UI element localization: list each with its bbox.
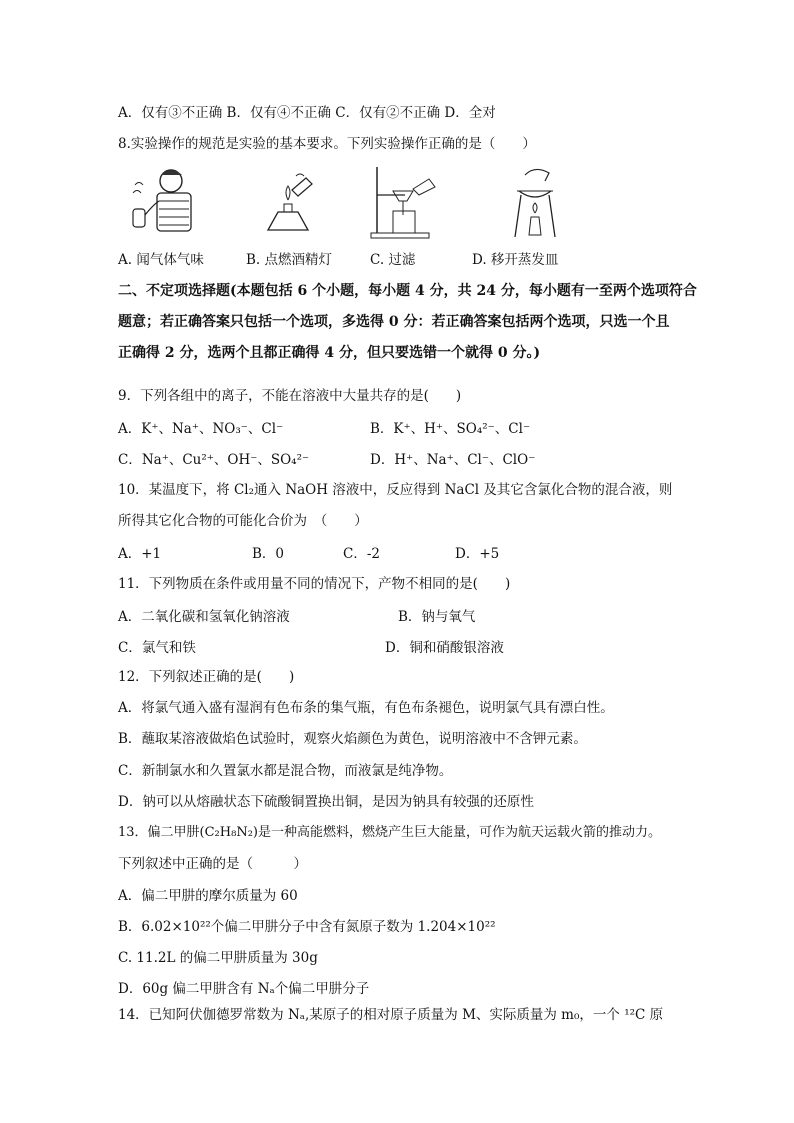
q12-option-d: D．钠可以从熔融状态下硫酸铜置换出铜，是因为钠具有较强的还原性 <box>118 794 534 810</box>
q13-option-a: A．偏二甲肼的摩尔质量为 60 <box>118 888 298 904</box>
q8-option-d: D. 移开蒸发皿 <box>472 252 559 268</box>
q13-option-d: D．60g 偏二甲肼含有 Nₐ个偏二甲肼分子 <box>118 981 370 997</box>
q9-stem: 9．下列各组中的离子，不能在溶液中大量共存的是( ) <box>118 388 462 404</box>
q8-option-c: C. 过滤 <box>370 252 416 268</box>
q9-option-b: B．K⁺、H⁺、SO₄²⁻、Cl⁻ <box>370 421 531 437</box>
q12-stem: 12．下列叙述正确的是( ) <box>118 669 295 685</box>
q14-stem: 14．已知阿伏伽德罗常数为 Nₐ,某原子的相对原子质量为 M、实际质量为 m₀，一个 ¹²C 原 <box>118 1007 664 1023</box>
q8-stem: 8.实验操作的规范是实验的基本要求。下列实验操作正确的是（ ） <box>118 136 536 152</box>
q12-option-b: B．蘸取某溶液做焰色试验时，观察火焰颜色为黄色，说明溶液中不含钾元素。 <box>118 731 587 747</box>
q8-option-b: B. 点燃酒精灯 <box>246 252 333 268</box>
q11-option-c: C．氯气和铁 <box>118 640 196 656</box>
q11-stem: 11．下列物质在条件或用量不同的情况下，产物不相同的是( ) <box>118 576 511 592</box>
q11-option-b: B．钠与氧气 <box>398 609 476 625</box>
smell-gas-figure <box>125 165 205 240</box>
q9-option-d: D．H⁺、Na⁺、Cl⁻、ClO⁻ <box>370 452 536 468</box>
q8-option-a: A. 闻气体气味 <box>118 252 204 268</box>
q10-stem-line1: 10．某温度下，将 Cl₂通入 NaOH 溶液中，反应得到 NaCl 及其它含氯化合物的混合液，则 <box>118 482 673 498</box>
q12-option-c: C．新制氯水和久置氯水都是混合物，而液氯是纯净物。 <box>118 763 453 779</box>
q10-option-d: D．+5 <box>455 546 500 562</box>
q13-stem-line1: 13．偏二甲肼(C₂H₈N₂)是一种高能燃料，燃烧产生巨大能量，可作为航天运载火箭的推动力。 <box>118 825 661 840</box>
section2-line1: 二、不定项选择题(本题包括 6 个小题，每小题 4 分，共 24 分，每小题有一至两个选项符合 <box>118 283 697 299</box>
q10-stem-line2: 所得其它化合物的可能化合价为 （ ） <box>118 513 368 529</box>
filtration-figure <box>365 165 440 240</box>
q9-option-a: A．K⁺、Na⁺、NO₃⁻、Cl⁻ <box>118 421 284 437</box>
q7-options: A．仅有③不正确 B．仅有④不正确 C．仅有②不正确 D．全对 <box>118 105 496 121</box>
q13-option-b: B．6.02×10²²个偏二甲肼分子中含有氮原子数为 1.204×10²² <box>118 919 496 935</box>
q12-option-a: A．将氯气通入盛有湿润有色布条的集气瓶，有色布条褪色，说明氯气具有漂白性。 <box>118 700 614 716</box>
section2-line3: 正确得 2 分，选两个且都正确得 4 分，但只要选错一个就得 0 分。) <box>118 345 541 361</box>
evaporating-dish-figure <box>505 165 565 240</box>
q13-option-c: C. 11.2L 的偏二甲肼质量为 30g <box>118 950 318 966</box>
q9-option-c: C．Na⁺、Cu²⁺、OH⁻、SO₄²⁻ <box>118 452 310 468</box>
section2-line2: 题意；若正确答案只包括一个选项，多选得 0 分：若正确答案包括两个选项，只选一个且 <box>118 314 670 330</box>
q11-option-d: D．铜和硝酸银溶液 <box>385 640 504 656</box>
q10-option-b: B．0 <box>252 546 285 562</box>
alcohol-lamp-figure <box>258 170 318 235</box>
q10-option-c: C．-2 <box>343 546 380 562</box>
q11-option-a: A．二氧化碳和氢氧化钠溶液 <box>118 609 290 625</box>
q13-stem-line2: 下列叙述中正确的是（ ） <box>118 856 307 872</box>
q10-option-a: A．+1 <box>118 546 162 562</box>
